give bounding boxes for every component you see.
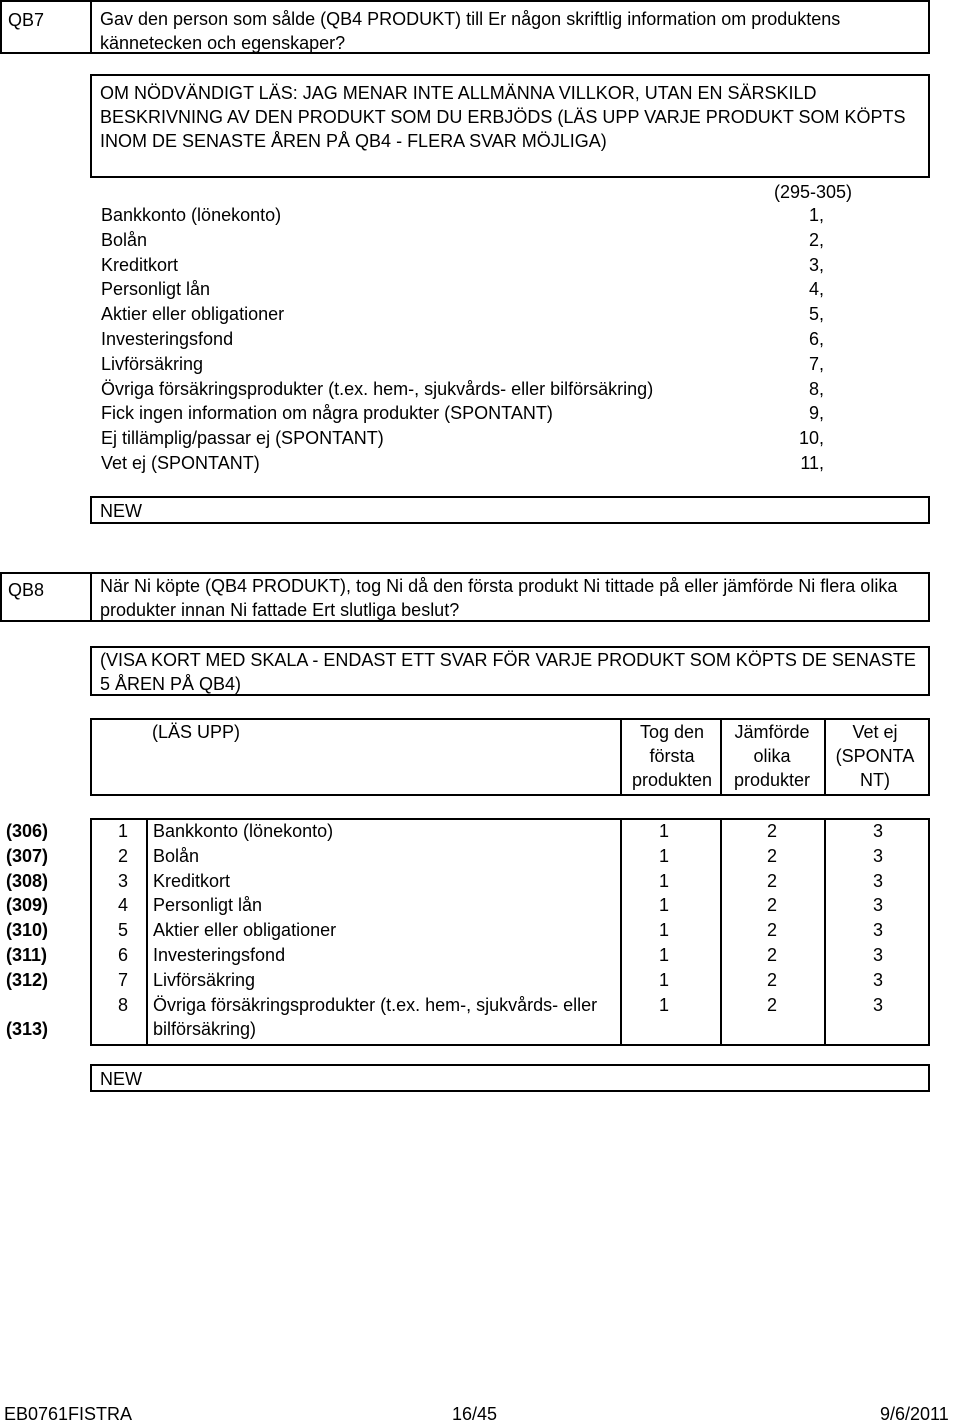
qb8-header-divider-2 bbox=[720, 718, 722, 796]
qb7-option-code: 2, bbox=[808, 230, 824, 250]
qb7-option-code: 6, bbox=[808, 329, 824, 349]
qb8-row-c1: 1 bbox=[658, 846, 669, 866]
qb8-row-num: 1 bbox=[118, 821, 129, 841]
qb8-row-c3: 3 bbox=[872, 846, 883, 866]
qb8-code: QB8 bbox=[8, 580, 45, 600]
qb8-row-c3: 3 bbox=[872, 970, 883, 990]
qb8-code-box bbox=[0, 572, 92, 622]
qb8-row-label: Investeringsfond bbox=[153, 945, 286, 965]
qb8-row-c1: 1 bbox=[658, 895, 669, 915]
qb8-row-var: (309) bbox=[6, 895, 49, 915]
qb8-row-c2: 2 bbox=[766, 895, 777, 915]
qb8-row-label: Bolån bbox=[153, 846, 200, 866]
qb7-question: Gav den person som sålde (QB4 PRODUKT) till Er någon skriftlig information om produktens kännetecken och egenskaper? bbox=[100, 9, 841, 53]
qb8-row-label: Livförsäkring bbox=[153, 970, 256, 990]
qb8-row-c3: 3 bbox=[872, 871, 883, 891]
qb8-row-var: (313) bbox=[6, 1019, 49, 1039]
qb7-option-label: Livförsäkring bbox=[101, 354, 204, 374]
qb7-option-code: 1, bbox=[808, 205, 824, 225]
qb8-row-label: Bankkonto (lönekonto) bbox=[153, 821, 334, 841]
qb8-row-c2: 2 bbox=[766, 945, 777, 965]
qb8-row-c3: 3 bbox=[872, 821, 883, 841]
qb7-instruction: OM NÖDVÄNDIGT LÄS: JAG MENAR INTE ALLMÄNNA VILLKOR, UTAN EN SÄRSKILD BESKRIVNING AV DEN PRODUKT SOM DU ERBJÖDS (LÄS UPP VARJE PRODUKT SOM KÖPTS INOM DE SENASTE ÅREN PÅ QB4 - FLERA SVAR MÖJLIGA) bbox=[100, 83, 906, 151]
qb8-row-c1: 1 bbox=[658, 945, 669, 965]
footer-doc-id: EB0761FISTRA bbox=[4, 1404, 133, 1424]
qb7-option-code: 3, bbox=[808, 255, 824, 275]
footer-page-number: 16/45 bbox=[452, 1404, 498, 1424]
qb8-row-c2: 2 bbox=[766, 995, 777, 1015]
qb8-row-var: (308) bbox=[6, 871, 49, 891]
qb8-row-c1: 1 bbox=[658, 871, 669, 891]
qb8-row-c1: 1 bbox=[658, 970, 669, 990]
qb8-header-divider-3 bbox=[824, 718, 826, 796]
qb8-row-var: (306) bbox=[6, 821, 49, 841]
qb7-option-label: Ej tillämplig/passar ej (SPONTANT) bbox=[101, 428, 384, 448]
qb8-row-c2: 2 bbox=[766, 871, 777, 891]
qb8-header-read-up: (LÄS UPP) bbox=[152, 722, 241, 742]
qb7-new-box bbox=[90, 496, 930, 524]
qb7-new-label: NEW bbox=[100, 501, 142, 521]
qb7-option-label: Bolån bbox=[101, 230, 148, 250]
qb8-row-var: (310) bbox=[6, 920, 49, 940]
qb8-row-label: Aktier eller obligationer bbox=[153, 920, 337, 940]
qb8-row-num: 7 bbox=[118, 970, 129, 990]
qb8-row-c1: 1 bbox=[658, 821, 669, 841]
qb8-instruction-box bbox=[90, 646, 930, 696]
qb8-grid-divider-2 bbox=[720, 818, 722, 1046]
qb7-code-box bbox=[0, 0, 92, 54]
qb8-header-col2: Jämförde olika produkter bbox=[733, 722, 811, 790]
qb7-option-label: Investeringsfond bbox=[101, 329, 234, 349]
qb8-row-num: 4 bbox=[118, 895, 129, 915]
qb8-instruction: (VISA KORT MED SKALA - ENDAST ETT SVAR FÖR VARJE PRODUKT SOM KÖPTS DE SENASTE 5 ÅREN PÅ QB4) bbox=[100, 650, 916, 694]
qb8-row-c2: 2 bbox=[766, 846, 777, 866]
qb8-row-num: 8 bbox=[118, 995, 129, 1015]
qb8-row-num: 5 bbox=[118, 920, 129, 940]
qb7-code: QB7 bbox=[8, 10, 45, 30]
qb8-row-c1: 1 bbox=[658, 920, 669, 940]
qb8-row-c1: 1 bbox=[658, 995, 669, 1015]
qb8-row-c3: 3 bbox=[872, 945, 883, 965]
qb7-option-label: Bankkonto (lönekonto) bbox=[101, 205, 282, 225]
qb8-new-label: NEW bbox=[100, 1069, 142, 1089]
qb7-option-code: 5, bbox=[808, 304, 824, 324]
qb8-row-c3: 3 bbox=[872, 995, 883, 1015]
qb8-new-box bbox=[90, 1064, 930, 1092]
qb8-question-box bbox=[90, 572, 930, 622]
qb8-header-col3: Vet ej (SPONTA NT) bbox=[835, 722, 915, 790]
qb8-row-c2: 2 bbox=[766, 821, 777, 841]
qb8-header-col1: Tog den första produkten bbox=[631, 722, 713, 790]
qb8-row-label: Övriga försäkringsprodukter (t.ex. hem-, sjukvårds- eller bilförsäkring) bbox=[153, 995, 598, 1039]
qb8-grid-divider-3 bbox=[824, 818, 826, 1046]
qb7-option-label: Aktier eller obligationer bbox=[101, 304, 285, 324]
qb8-row-num: 2 bbox=[118, 846, 129, 866]
qb7-option-code: 8, bbox=[808, 379, 824, 399]
qb8-question: När Ni köpte (QB4 PRODUKT), tog Ni då den första produkt Ni tittade på eller jämförde Ni flera olika produkter innan Ni fattade Ert slutliga beslut? bbox=[100, 576, 898, 620]
qb7-option-code: 7, bbox=[808, 354, 824, 374]
qb7-option-label: Vet ej (SPONTANT) bbox=[101, 453, 260, 473]
qb8-grid-divider-num bbox=[146, 818, 148, 1046]
qb8-grid-divider-1 bbox=[620, 818, 622, 1046]
qb7-option-code: 9, bbox=[808, 403, 824, 423]
qb8-row-num: 6 bbox=[118, 945, 129, 965]
qb8-header-divider-1 bbox=[620, 718, 622, 796]
qb7-option-code: 10, bbox=[798, 428, 824, 448]
qb8-row-var: (312) bbox=[6, 970, 49, 990]
qb8-row-var: (311) bbox=[6, 945, 48, 965]
qb8-row-label: Kreditkort bbox=[153, 871, 231, 891]
qb8-row-c2: 2 bbox=[766, 970, 777, 990]
qb7-column-range: (295-305) bbox=[774, 182, 853, 202]
qb8-row-var: (307) bbox=[6, 846, 49, 866]
qb8-row-num: 3 bbox=[118, 871, 129, 891]
qb8-row-c3: 3 bbox=[872, 895, 883, 915]
qb7-question-box bbox=[90, 0, 930, 54]
qb7-option-label: Fick ingen information om några produkter (SPONTANT) bbox=[101, 403, 553, 423]
qb7-option-code: 11, bbox=[800, 453, 824, 473]
qb8-row-c2: 2 bbox=[766, 920, 777, 940]
qb8-row-c3: 3 bbox=[872, 920, 883, 940]
footer-date: 9/6/2011 bbox=[880, 1404, 949, 1424]
qb7-option-label: Personligt lån bbox=[101, 279, 211, 299]
qb8-row-label: Personligt lån bbox=[153, 895, 263, 915]
qb7-instruction-box bbox=[90, 74, 930, 178]
qb7-option-label: Kreditkort bbox=[101, 255, 179, 275]
qb7-option-label: Övriga försäkringsprodukter (t.ex. hem-, sjukvårds- eller bilförsäkring) bbox=[101, 379, 654, 399]
qb7-option-code: 4, bbox=[808, 279, 824, 299]
